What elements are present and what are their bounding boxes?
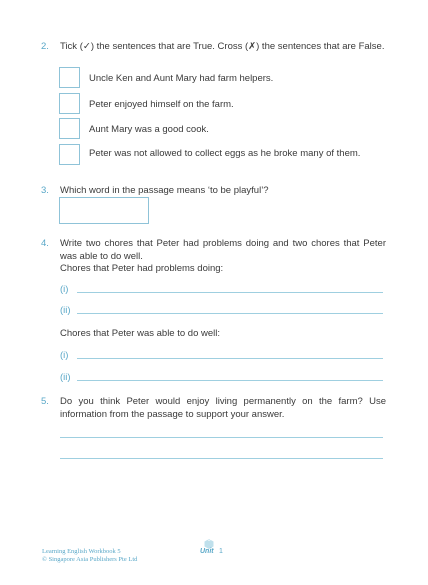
question-2-number: 2.	[41, 41, 49, 52]
question-5-answer-line-2[interactable]	[60, 458, 383, 459]
question-4-number: 4.	[41, 238, 49, 249]
question-5-number: 5.	[41, 396, 49, 407]
question-4-text: Write two chores that Peter had problems doing and two chores that Peter was able to do well.	[60, 238, 386, 262]
footer-book-title: Learning English Workbook 5	[42, 548, 121, 555]
unit-label: Unit	[200, 548, 214, 555]
footer-copyright: © Singapore Asia Publishers Pte Ltd	[42, 556, 138, 563]
answer-box-statement-2[interactable]	[59, 93, 80, 114]
question-2-instruction: Tick (✓) the sentences that are True. Cross (✗) the sentences that are False.	[60, 41, 385, 52]
statement-3: Aunt Mary was a good cook.	[89, 124, 209, 135]
well-roman-i: (i)	[60, 350, 69, 361]
problems-roman-ii: (ii)	[60, 305, 71, 316]
well-answer-line-i[interactable]	[77, 358, 383, 359]
statement-2: Peter enjoyed himself on the farm.	[89, 99, 234, 110]
problems-answer-line-ii[interactable]	[77, 313, 383, 314]
question-4-subheading-problems: Chores that Peter had problems doing:	[60, 263, 224, 274]
question-3-answer-box[interactable]	[59, 197, 149, 224]
statement-1: Uncle Ken and Aunt Mary had farm helpers.	[89, 73, 274, 84]
problems-roman-i: (i)	[60, 284, 69, 295]
well-answer-line-ii[interactable]	[77, 380, 383, 381]
answer-box-statement-1[interactable]	[59, 67, 80, 88]
statement-4: Peter was not allowed to collect eggs as he broke many of them.	[89, 148, 361, 159]
problems-answer-line-i[interactable]	[77, 292, 383, 293]
answer-box-statement-4[interactable]	[59, 144, 80, 165]
question-5-text: Do you think Peter would enjoy living permanently on the farm? Use information from the passage to support your answer.	[60, 396, 386, 420]
page-number: 6	[207, 537, 211, 543]
question-5-answer-line-1[interactable]	[60, 437, 383, 438]
answer-box-statement-3[interactable]	[59, 118, 80, 139]
well-roman-ii: (ii)	[60, 372, 71, 383]
question-4-subheading-well: Chores that Peter was able to do well:	[60, 328, 221, 339]
question-3-number: 3.	[41, 185, 49, 196]
question-3-text: Which word in the passage means ‘to be playful’?	[60, 185, 269, 196]
unit-number: 1	[219, 548, 223, 555]
